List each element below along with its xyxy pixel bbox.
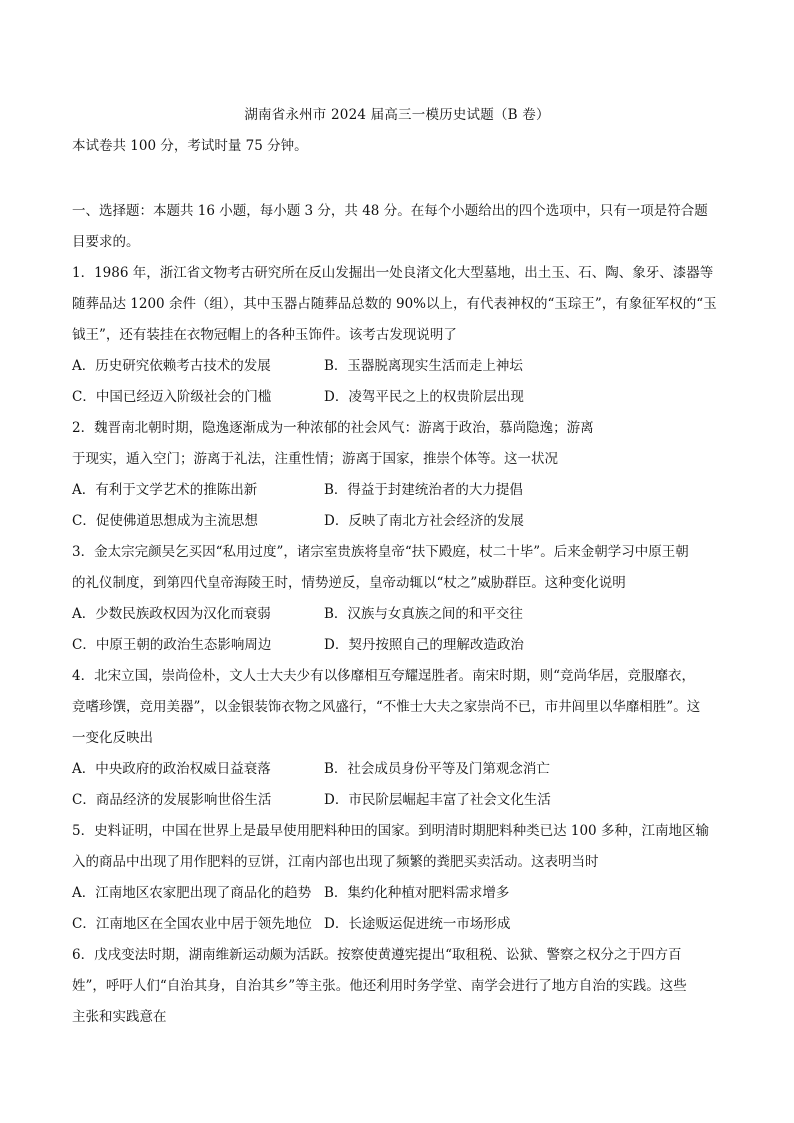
question-section	[72, 196, 722, 1033]
question-text: 主张和实践意在	[72, 1009, 167, 1025]
exam-intro: 本试卷共 100 分，考试时量 75 分钟。	[72, 138, 308, 154]
question-5	[72, 816, 722, 940]
question-text: 钺王”，还有装挂在衣物冠帽上的各种玉饰件。该考古发现说明了	[72, 327, 457, 343]
option-d: D．契丹按照自己的理解改造政治	[324, 637, 524, 653]
question-4	[72, 661, 722, 816]
question-text: 于现实，遁入空门；游离于礼法，注重性情；游离于国家，推崇个体等。这一状况	[72, 451, 558, 467]
option-b: B．集约化种植对肥料需求增多	[324, 885, 510, 901]
question-text: 的礼仪制度，到第四代皇帝海陵王时，情势逆反，皇帝动辄以“杖之”威胁群臣。这种变化说明	[72, 575, 626, 591]
option-c: C．商品经济的发展影响世俗生活	[72, 792, 272, 808]
option-b: B．玉器脱离现实生活而走上神坛	[324, 358, 523, 374]
option-d: D．反映了南北方社会经济的发展	[324, 513, 524, 529]
question-text: 3．金太宗完颜吴乞买因“私用过度”，诸宗室贵族将皇帝“扶下殿庭，杖二十毕”。后来金朝学习中原王朝	[72, 544, 689, 560]
section-header-line: 目要求的。	[72, 234, 140, 250]
question-text: 2．魏晋南北朝时期，隐逸逐渐成为一种浓郁的社会风气：游离于政治，慕尚隐逸；游离	[72, 420, 594, 436]
option-d: D．市民阶层崛起丰富了社会文化生活	[324, 792, 551, 808]
option-a: A．少数民族政权因为汉化而衰弱	[72, 606, 271, 622]
question-3	[72, 537, 722, 661]
option-b: B．汉族与女真族之间的和平交往	[324, 606, 523, 622]
question-text: 5．史料证明，中国在世界上是最早使用肥料种田的国家。到明清时期肥料种类已达 100 多种，江南地区输	[72, 823, 709, 839]
question-2	[72, 413, 722, 537]
option-d: D．长途贩运促进统一市场形成	[324, 916, 511, 932]
option-c: C．江南地区在全国农业中居于领先地位	[72, 916, 312, 932]
option-c: C．促使佛道思想成为主流思想	[72, 513, 258, 529]
question-text: 姓”，呼吁人们“自治其身，自治其乡”等主张。他还利用时务学堂、南学会进行了地方自治的实践。这些	[72, 978, 687, 994]
option-c: C．中国已经迈入阶级社会的门槛	[72, 389, 272, 405]
question-text: 竞嗜珍馔，竞用美器”，以金银装饰衣物之风盛行，“不惟士大夫之家崇尚不已，市井闾里以华靡相胜”。这	[72, 699, 701, 715]
question-text: 随葬品达 1200 余件（组），其中玉器占随葬品总数的 90%以上，有代表神权的“玉琮王”，有象征军权的“玉	[72, 296, 717, 312]
question-text: 4．北宋立国，崇尚俭朴，文人士大夫少有以侈靡相互夸耀逞胜者。南宋时期，则“竞尚华居，竞服靡衣，	[72, 668, 695, 684]
exam-title: 湖南省永州市 2024 届高三一模历史试题（B 卷）	[244, 107, 550, 123]
option-b: B．得益于封建统治者的大力提倡	[324, 482, 523, 498]
question-1	[72, 258, 722, 413]
option-a: A．中央政府的政治权威日益衰落	[72, 761, 271, 777]
option-b: B．社会成员身份平等及门第观念消亡	[324, 761, 550, 777]
section-header-line: 一、选择题：本题共 16 小题，每小题 3 分，共 48 分。在每个小题给出的四个选项中，只有一项是符合题	[72, 203, 708, 219]
question-6	[72, 940, 722, 1033]
question-text: 一变化反映出	[72, 730, 153, 746]
question-text: 1．1986 年，浙江省文物考古研究所在反山发掘出一处良渚文化大型墓地，出土玉、石、陶、象牙、漆器等	[72, 265, 714, 281]
question-text: 入的商品中出现了用作肥料的豆饼，江南内部也出现了频繁的粪肥买卖活动。这表明当时	[72, 854, 599, 870]
option-a: A．江南地区农家肥出现了商品化的趋势	[72, 885, 312, 901]
question-text: 6．戊戌变法时期，湖南维新运动颇为活跃。按察使黄遵宪提出“取租税、讼狱、警察之权分之于四方百	[72, 947, 682, 963]
option-a: A．历史研究依赖考古技术的发展	[72, 358, 271, 374]
option-a: A．有利于文学艺术的推陈出新	[72, 482, 258, 498]
option-d: D．凌驾平民之上的权贵阶层出现	[324, 389, 524, 405]
option-c: C．中原王朝的政治生态影响周边	[72, 637, 272, 653]
